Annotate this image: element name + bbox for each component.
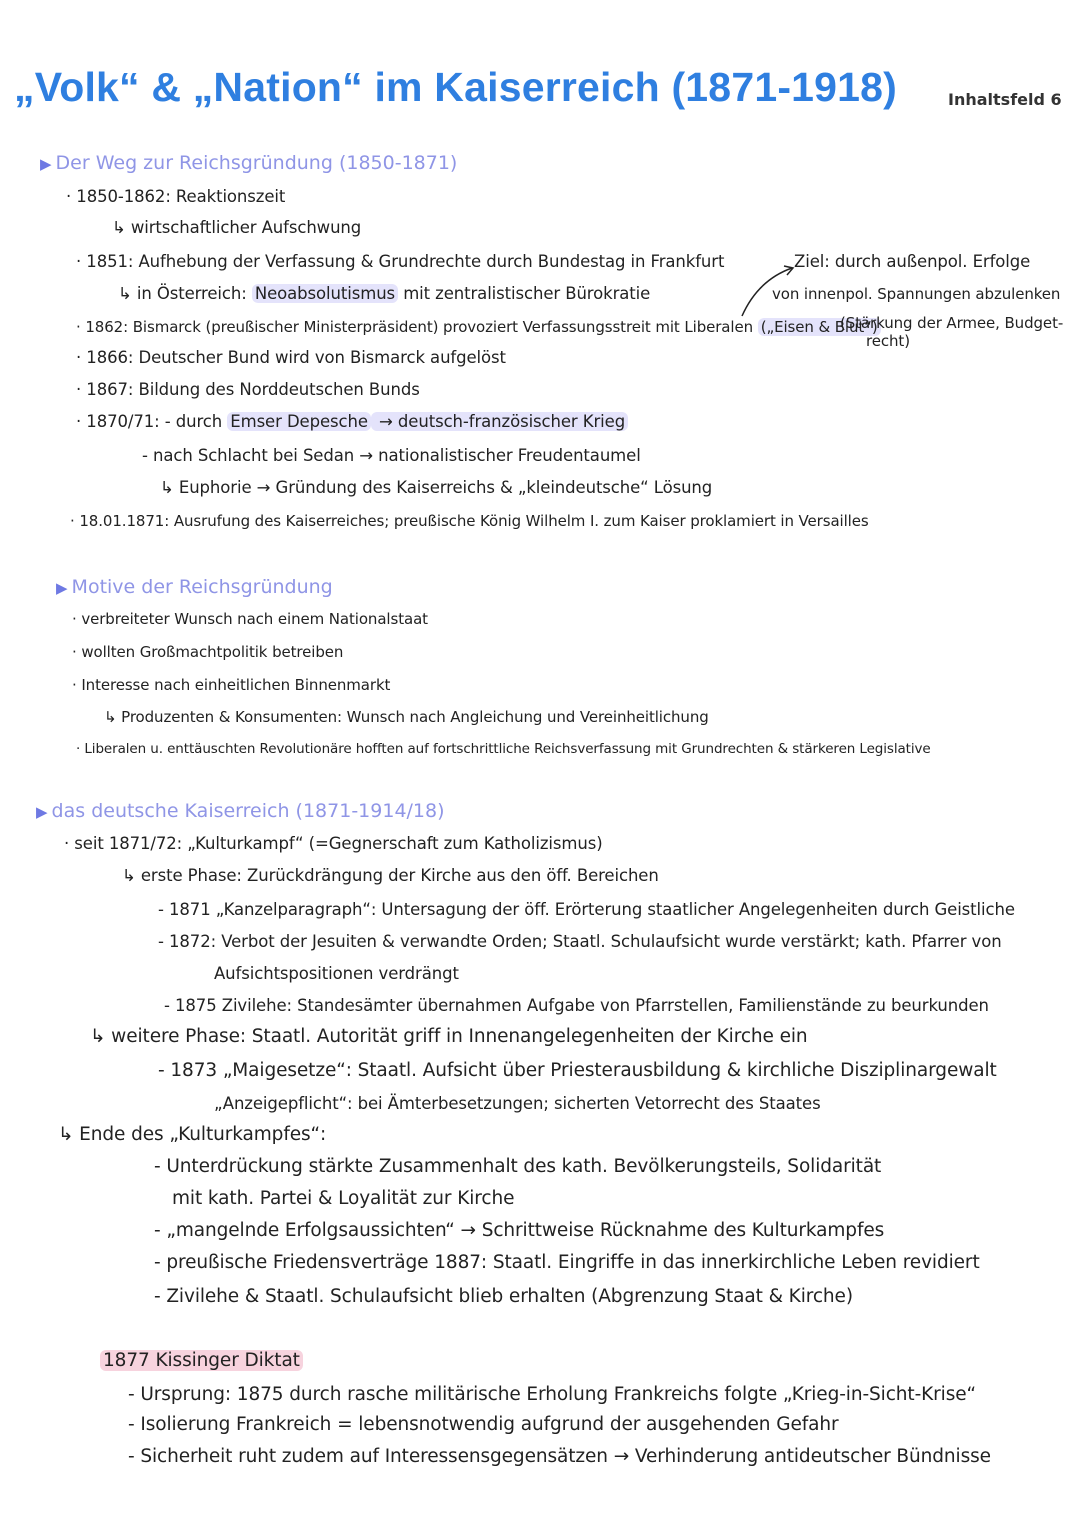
section-heading-kissinger-diktat xyxy=(100,1350,303,1371)
note-line: · Liberalen u. enttäuschten Revolutionäre hofften auf fortschrittliche Reichsverfassung mit Grundrechten & stärkeren Legislative xyxy=(76,741,931,757)
note-line xyxy=(118,284,650,303)
note-line: - 1871 „Kanzelparagraph“: Untersagung der öff. Erörterung staatlicher Angelegenheiten durch Geistliche xyxy=(158,900,1015,919)
note-line: ↳ erste Phase: Zurückdrängung der Kirche aus den öff. Bereichen xyxy=(122,866,659,885)
side-note-line: von innenpol. Spannungen abzulenken xyxy=(772,285,1061,303)
highlight-eisen-blut: („Eisen & Blut“) xyxy=(758,318,881,336)
note-line: - „mangelnde Erfolgsaussichten“ → Schrittweise Rücknahme des Kulturkampfes xyxy=(154,1220,885,1241)
note-line: · 1850-1862: Reaktionszeit xyxy=(66,187,286,206)
note-line: · 1851: Aufhebung der Verfassung & Grundrechte durch Bundestag in Frankfurt xyxy=(76,252,725,271)
note-line: - 1875 Zivilehe: Standesämter übernahmen Aufgabe von Pfarrstellen, Familienstände zu beurkunden xyxy=(164,996,989,1015)
note-line: - Ursprung: 1875 durch rasche militärische Erholung Frankreichs folgte „Krieg-in-Sicht-Krise“ xyxy=(128,1384,977,1405)
note-line: - 1872: Verbot der Jesuiten & verwandte Orden; Staatl. Schulaufsicht wurde verstärkt; kath. Pfarrer von xyxy=(158,932,1002,951)
note-line xyxy=(76,412,628,431)
text-part: ↳ in Österreich: xyxy=(118,284,252,303)
note-line: · 1867: Bildung des Norddeutschen Bunds xyxy=(76,380,420,399)
note-line: - nach Schlacht bei Sedan → nationalistischer Freudentaumel xyxy=(142,446,641,465)
note-line: - preußische Friedensverträge 1887: Staatl. Eingriffe in das innerkirchliche Leben revidiert xyxy=(154,1252,980,1273)
section-heading-motive xyxy=(56,576,333,598)
text-part: mit zentralistischer Bürokratie xyxy=(398,284,651,303)
note-line: · Interesse nach einheitlichen Binnenmarkt xyxy=(72,676,391,694)
section-heading-kaiserreich xyxy=(36,800,445,822)
note-line: · 18.01.1871: Ausrufung des Kaiserreiches; preußische König Wilhelm I. zum Kaiser proklamiert in Versailles xyxy=(70,512,869,530)
note-line: - Zivilehe & Staatl. Schulaufsicht blieb erhalten (Abgrenzung Staat & Kirche) xyxy=(154,1286,853,1307)
note-line: ↳ Ende des „Kulturkampfes“: xyxy=(58,1124,327,1145)
note-line: „Anzeigepflicht“: bei Ämterbesetzungen; sicherten Vetorrecht des Staates xyxy=(214,1094,821,1113)
note-line: ↳ Produzenten & Konsumenten: Wunsch nach Angleichung und Vereinheitlichung xyxy=(104,708,709,726)
note-line: ↳ weitere Phase: Staatl. Autorität griff in Innenangelegenheiten der Kirche ein xyxy=(90,1026,808,1047)
note-line: · verbreiteter Wunsch nach einem Nationalstaat xyxy=(72,610,428,628)
highlight-kissinger: 1877 Kissinger Diktat xyxy=(100,1350,303,1371)
note-line: · wollten Großmachtpolitik betreiben xyxy=(72,643,344,661)
side-note-line: Ziel: durch außenpol. Erfolge xyxy=(794,252,1031,271)
heading-text: das deutsche Kaiserreich (1871-1914/18) xyxy=(51,800,445,822)
side-note-line: (Stärkung der Armee, Budget- xyxy=(840,314,1064,332)
highlight-neoabsolutismus: Neoabsolutismus xyxy=(252,284,398,303)
note-line: ↳ wirtschaftlicher Aufschwung xyxy=(112,218,362,237)
note-line: - 1873 „Maigesetze“: Staatl. Aufsicht über Priesterausbildung & kirchliche Disziplinargewalt xyxy=(158,1060,997,1081)
heading-text: Motive der Reichsgründung xyxy=(71,576,333,598)
side-note-line: recht) xyxy=(866,332,910,350)
text-part: · 1870/71: - durch xyxy=(76,412,228,431)
note-line: mit kath. Partei & Loyalität zur Kirche xyxy=(172,1188,515,1209)
note-line: · seit 1871/72: „Kulturkampf“ (=Gegnerschaft zum Katholizismus) xyxy=(64,834,603,853)
note-line: Aufsichtspositionen verdrängt xyxy=(214,964,459,983)
highlight-emser-depesche: Emser Depesche xyxy=(227,412,371,431)
highlight-krieg: → deutsch-französischer Krieg xyxy=(371,412,628,431)
triangle-bullet-icon: ▶ xyxy=(36,803,48,821)
note-line: - Sicherheit ruht zudem auf Interessensgegensätzen → Verhinderung antideutscher Bündnisse xyxy=(128,1446,991,1467)
section-heading-reichsgruendung xyxy=(40,152,457,174)
triangle-bullet-icon: ▶ xyxy=(40,155,52,173)
note-line: · 1866: Deutscher Bund wird von Bismarck aufgelöst xyxy=(76,348,506,367)
subject-label: Inhaltsfeld 6 xyxy=(948,90,1062,109)
text-part: · 1862: Bismarck (preußischer Ministerpräsident) provoziert Verfassungsstreit mit Liberalen xyxy=(76,318,758,336)
note-line: ↳ Euphorie → Gründung des Kaiserreichs & „kleindeutsche“ Lösung xyxy=(160,478,713,497)
heading-text: Der Weg zur Reichsgründung (1850-1871) xyxy=(55,152,458,174)
note-line: - Unterdrückung stärkte Zusammenhalt des kath. Bevölkerungsteils, Solidarität xyxy=(154,1156,882,1177)
triangle-bullet-icon: ▶ xyxy=(56,579,68,597)
note-line: - Isolierung Frankreich = lebensnotwendig aufgrund der ausgehenden Gefahr xyxy=(128,1414,839,1435)
note-line xyxy=(76,318,881,336)
page-title: „Volk“ & „Nation“ im Kaiserreich (1871-1918) xyxy=(14,64,898,110)
